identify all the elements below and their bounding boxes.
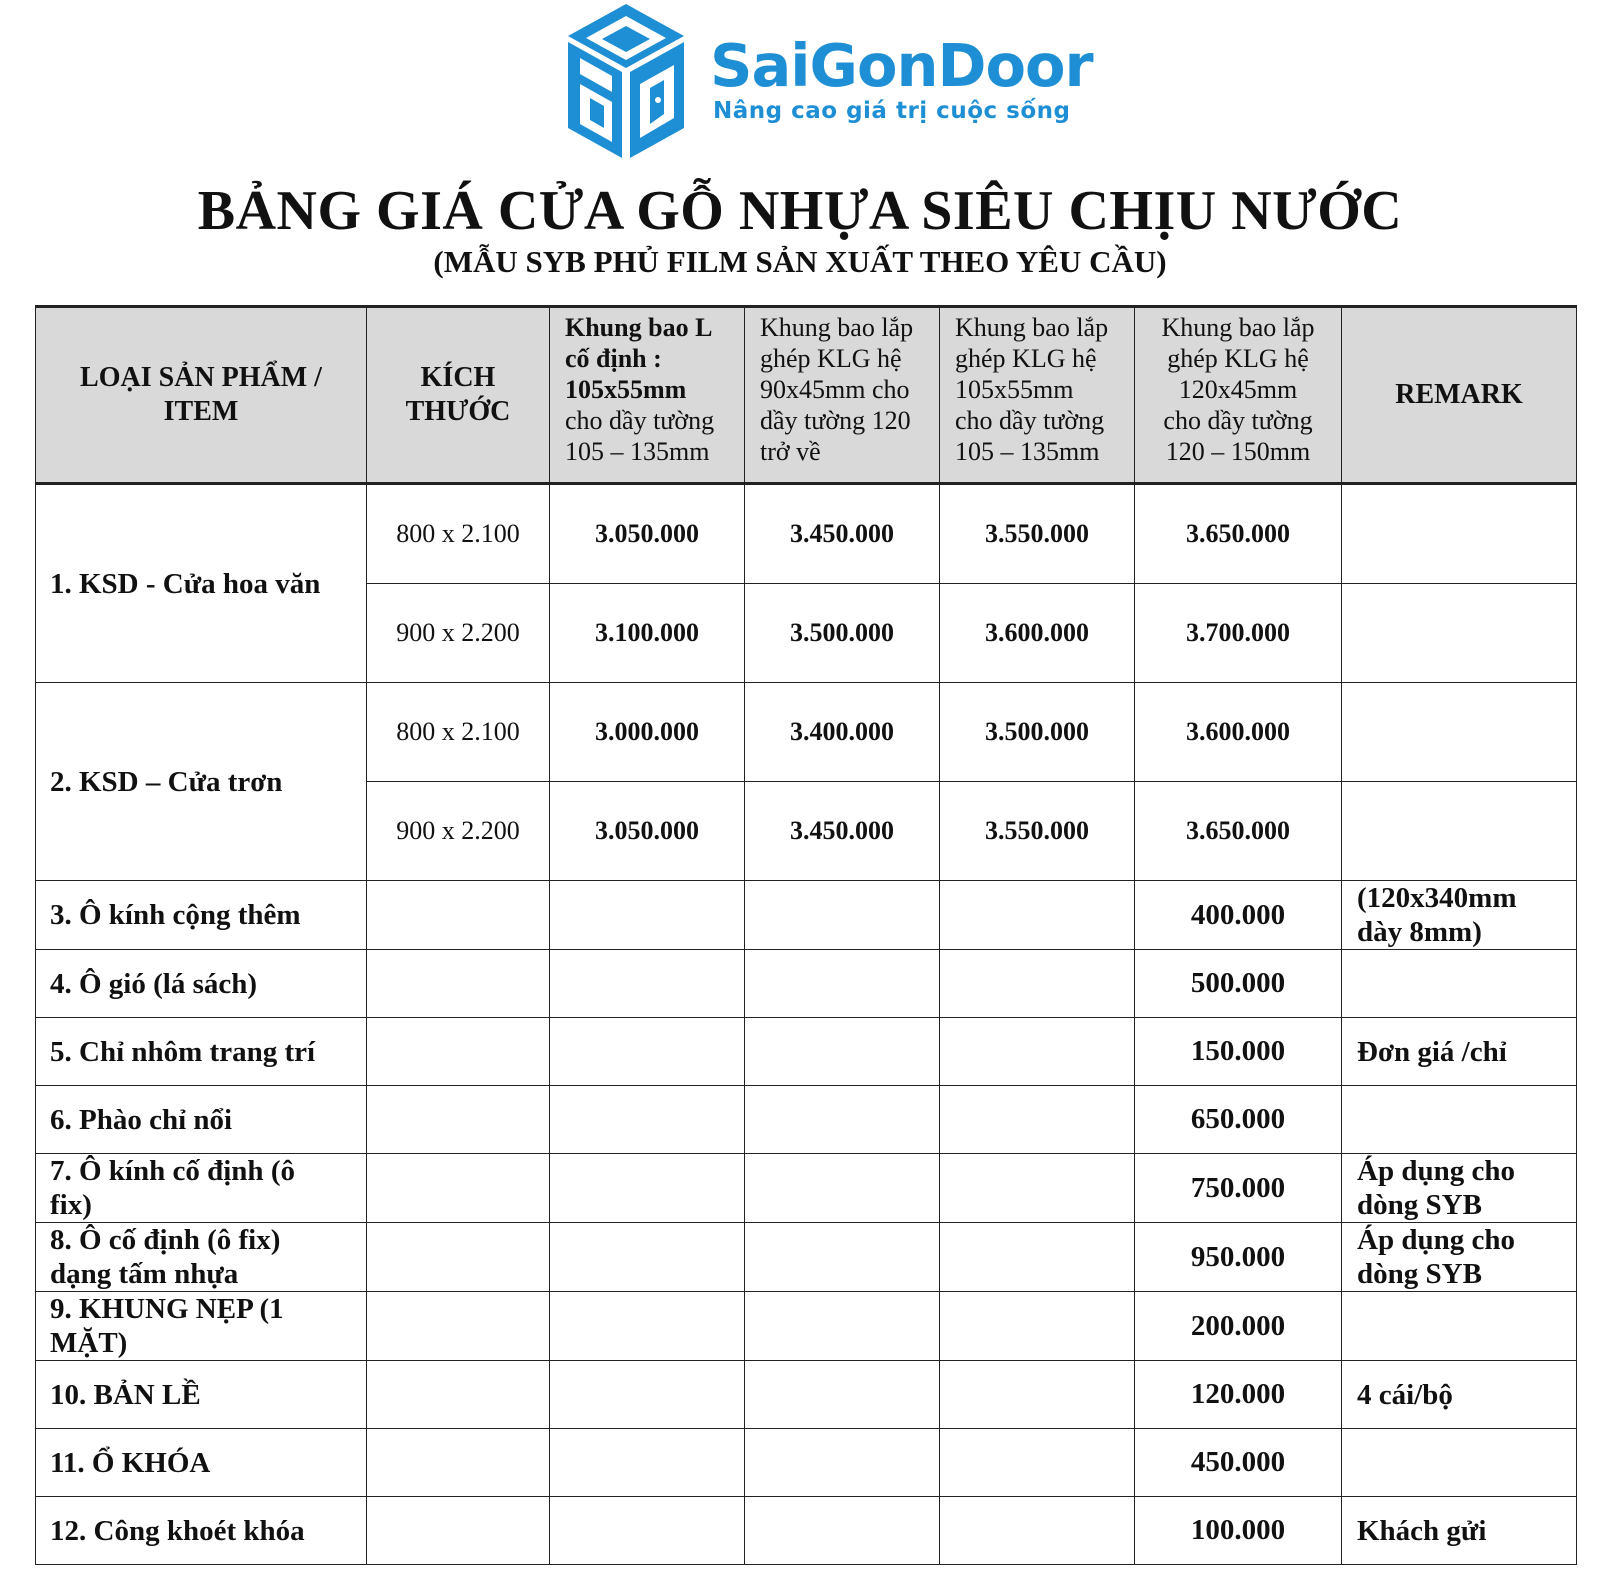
empty-cell	[367, 1429, 550, 1497]
empty-cell	[550, 881, 745, 950]
remark-cell	[1342, 1223, 1577, 1292]
header-line: 120x45mm	[1178, 375, 1298, 404]
header-line: dầy tường 120	[760, 406, 911, 435]
price-cell: 3.450.000	[745, 782, 940, 881]
item-name	[36, 1086, 367, 1154]
empty-cell	[367, 1018, 550, 1086]
empty-cell	[940, 1018, 1135, 1086]
item-name	[36, 1018, 367, 1086]
size-cell: 800 x 2.100	[367, 683, 550, 782]
item-name-line: 12. Công khoét khóa	[50, 1514, 305, 1547]
header-size-line: KÍCH	[420, 362, 496, 394]
remark-cell	[1342, 1018, 1577, 1086]
saigondoor-logo-mark	[566, 2, 686, 164]
empty-cell	[745, 1154, 940, 1223]
empty-cell	[367, 1292, 550, 1361]
remark-cell	[1342, 484, 1577, 584]
remark-cell	[1342, 782, 1577, 881]
remark-line: Áp dụng cho	[1357, 1155, 1515, 1187]
price-cell: 3.600.000	[940, 584, 1135, 683]
price-cell: 400.000	[1135, 881, 1342, 950]
table-header-row	[36, 307, 1577, 484]
price-cell: 100.000	[1135, 1497, 1342, 1565]
size-cell: 800 x 2.100	[367, 484, 550, 584]
header-frame-klg-90	[745, 307, 940, 484]
header-line: cố định :	[565, 344, 662, 373]
header-line: 90x45mm cho	[760, 375, 910, 404]
header-line: cho dầy tường	[1163, 406, 1313, 435]
header-item	[36, 307, 367, 484]
empty-cell	[940, 1292, 1135, 1361]
header-line: cho dầy tường	[565, 406, 715, 435]
item-name-line: 6. Phào chỉ nổi	[50, 1103, 233, 1136]
empty-cell	[550, 1086, 745, 1154]
price-cell: 950.000	[1135, 1223, 1342, 1292]
price-cell: 3.600.000	[1135, 683, 1342, 782]
price-cell: 650.000	[1135, 1086, 1342, 1154]
table-row	[36, 1361, 1577, 1429]
header-line: 105x55mm	[565, 375, 687, 404]
brand-name: SaiGonDoor	[710, 31, 1093, 100]
item-name-line: MẶT)	[50, 1327, 128, 1359]
empty-cell	[367, 1223, 550, 1292]
empty-cell	[550, 1018, 745, 1086]
item-name-line: 9. KHUNG NẸP (1	[50, 1293, 284, 1325]
header-item-line: ITEM	[163, 396, 239, 427]
remark-cell	[1342, 584, 1577, 683]
empty-cell	[940, 1429, 1135, 1497]
empty-cell	[745, 1429, 940, 1497]
header-line: Khung bao L	[565, 313, 713, 342]
table-row	[36, 484, 1577, 584]
item-name	[36, 1223, 367, 1292]
price-cell: 3.050.000	[550, 484, 745, 584]
empty-cell	[940, 1497, 1135, 1565]
size-cell: 900 x 2.200	[367, 584, 550, 683]
remark-line: dòng SYB	[1357, 1258, 1482, 1290]
remark-line: Đơn giá /chỉ	[1357, 1035, 1507, 1068]
size-cell: 900 x 2.200	[367, 782, 550, 881]
empty-cell	[940, 1154, 1135, 1223]
header-line: Khung bao lắp	[955, 313, 1109, 342]
price-cell: 3.000.000	[550, 683, 745, 782]
remark-line: 4 cái/bộ	[1357, 1378, 1453, 1411]
item-name	[36, 1429, 367, 1497]
item-name: 2. KSD – Cửa trơn	[36, 683, 367, 881]
table-row	[36, 1018, 1577, 1086]
empty-cell	[940, 1361, 1135, 1429]
table-row	[36, 1154, 1577, 1223]
item-name-line: 4. Ô gió (lá sách)	[50, 967, 258, 1000]
item-name-line: dạng tấm nhựa	[50, 1258, 239, 1290]
remark-cell	[1342, 683, 1577, 782]
item-name	[36, 1154, 367, 1223]
empty-cell	[745, 1223, 940, 1292]
page-title: BẢNG GIÁ CỬA GỖ NHỰA SIÊU CHỊU NƯỚC	[197, 180, 1403, 242]
brand-tagline: Nâng cao giá trị cuộc sống	[713, 98, 1071, 124]
remark-line: dòng SYB	[1357, 1189, 1482, 1221]
header-line: cho dầy tường	[955, 406, 1105, 435]
item-name	[36, 1292, 367, 1361]
empty-cell	[550, 1361, 745, 1429]
price-cell: 3.400.000	[745, 683, 940, 782]
item-name	[36, 950, 367, 1018]
empty-cell	[550, 1497, 745, 1565]
empty-cell	[745, 1086, 940, 1154]
remark-line: Áp dụng cho	[1357, 1224, 1515, 1256]
table-row	[36, 683, 1577, 782]
remark-line: Khách gửi	[1357, 1514, 1487, 1547]
header-frame-klg-105	[940, 307, 1135, 484]
empty-cell	[745, 950, 940, 1018]
empty-cell	[940, 1086, 1135, 1154]
header-remark: REMARK	[1342, 307, 1577, 484]
empty-cell	[367, 1086, 550, 1154]
remark-cell	[1342, 1497, 1577, 1565]
item-name-line: fix)	[50, 1189, 92, 1221]
remark-cell	[1342, 950, 1577, 1018]
price-cell: 3.700.000	[1135, 584, 1342, 683]
price-cell: 3.550.000	[940, 782, 1135, 881]
item-name-line: 5. Chỉ nhôm trang trí	[50, 1035, 316, 1068]
price-cell: 3.650.000	[1135, 484, 1342, 584]
header-line: trở về	[760, 437, 821, 466]
price-cell: 750.000	[1135, 1154, 1342, 1223]
header-line: Khung bao lắp	[760, 313, 914, 342]
item-name-line: 7. Ô kính cố định (ô	[50, 1155, 295, 1187]
page-subtitle: (MẪU SYB PHỦ FILM SẢN XUẤT THEO YÊU CẦU)	[433, 244, 1167, 279]
table-row	[36, 1086, 1577, 1154]
empty-cell	[367, 1361, 550, 1429]
header-line: ghép KLG hệ	[1167, 344, 1309, 373]
table-row	[36, 1429, 1577, 1497]
remark-line: dày 8mm)	[1357, 916, 1482, 948]
empty-cell	[550, 1292, 745, 1361]
header-size-line: THƯỚC	[405, 396, 511, 427]
remark-cell	[1342, 1292, 1577, 1361]
remark-cell	[1342, 1429, 1577, 1497]
item-name-line: 11. Ổ KHÓA	[50, 1446, 211, 1479]
remark-cell	[1342, 1361, 1577, 1429]
item-name-line: 8. Ô cố định (ô fix)	[50, 1224, 281, 1256]
header-size	[367, 307, 550, 484]
item-name: 1. KSD - Cửa hoa văn	[36, 484, 367, 683]
table-row	[36, 1223, 1577, 1292]
price-cell: 3.450.000	[745, 484, 940, 584]
table-row	[36, 881, 1577, 950]
empty-cell	[367, 1497, 550, 1565]
header-line: 105 – 135mm	[955, 437, 1100, 466]
header-line: ghép KLG hệ	[955, 344, 1097, 373]
header-line: ghép KLG hệ	[760, 344, 902, 373]
header-line: Khung bao lắp	[1161, 313, 1315, 342]
empty-cell	[940, 881, 1135, 950]
empty-cell	[550, 950, 745, 1018]
header-line: 120 – 150mm	[1165, 437, 1311, 466]
item-name	[36, 1497, 367, 1565]
empty-cell	[550, 1154, 745, 1223]
price-cell: 3.100.000	[550, 584, 745, 683]
empty-cell	[367, 1154, 550, 1223]
price-cell: 3.550.000	[940, 484, 1135, 584]
empty-cell	[940, 950, 1135, 1018]
empty-cell	[367, 881, 550, 950]
price-cell: 3.500.000	[940, 683, 1135, 782]
item-name	[36, 881, 367, 950]
remark-cell	[1342, 1154, 1577, 1223]
empty-cell	[745, 881, 940, 950]
empty-cell	[550, 1429, 745, 1497]
remark-line: (120x340mm	[1357, 882, 1517, 914]
price-table	[35, 305, 1577, 1565]
price-cell: 450.000	[1135, 1429, 1342, 1497]
empty-cell	[550, 1223, 745, 1292]
accessories-body	[36, 881, 1577, 1565]
empty-cell	[745, 1497, 940, 1565]
header-frame-l	[550, 307, 745, 484]
empty-cell	[745, 1018, 940, 1086]
empty-cell	[367, 950, 550, 1018]
remark-cell	[1342, 881, 1577, 950]
table-row	[36, 1292, 1577, 1361]
price-cell: 3.500.000	[745, 584, 940, 683]
item-name-line: 3. Ô kính cộng thêm	[50, 899, 301, 931]
header-item-line: LOẠI SẢN PHẨM /	[80, 362, 322, 394]
header-line: 105 – 135mm	[565, 437, 710, 466]
table-row	[36, 950, 1577, 1018]
empty-cell	[940, 1223, 1135, 1292]
item-name-line: 10. BẢN LỀ	[50, 1378, 201, 1411]
empty-cell	[745, 1361, 940, 1429]
item-name	[36, 1361, 367, 1429]
price-cell: 120.000	[1135, 1361, 1342, 1429]
table-row	[36, 1497, 1577, 1565]
empty-cell	[745, 1292, 940, 1361]
header-frame-klg-120	[1135, 307, 1342, 484]
price-cell: 200.000	[1135, 1292, 1342, 1361]
price-cell: 3.050.000	[550, 782, 745, 881]
price-cell: 500.000	[1135, 950, 1342, 1018]
header-line: 105x55mm	[955, 375, 1074, 404]
price-cell: 150.000	[1135, 1018, 1342, 1086]
price-cell: 3.650.000	[1135, 782, 1342, 881]
remark-cell	[1342, 1086, 1577, 1154]
